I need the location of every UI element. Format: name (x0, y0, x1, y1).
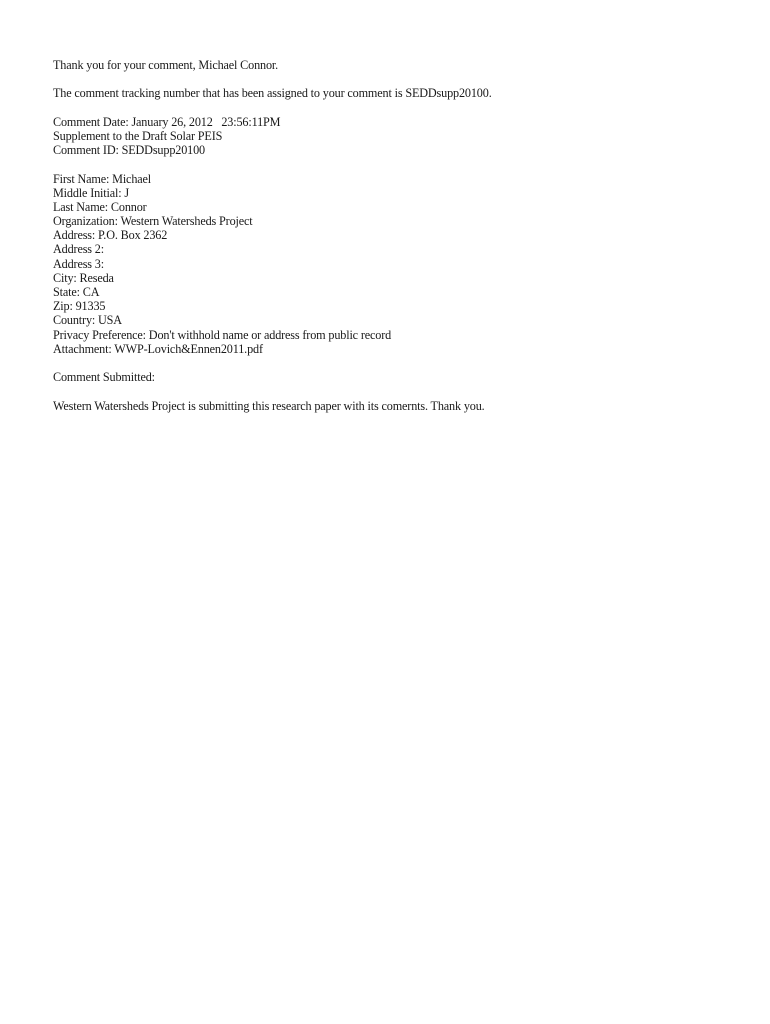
field-privacy-preference: Privacy Preference: Don't withhold name or address from public record (53, 327, 392, 342)
field-address: Address: P.O. Box 2362 (53, 228, 168, 243)
spacer (53, 157, 733, 171)
spacer (53, 356, 733, 370)
field-organization: Organization: Western Watersheds Project (53, 214, 253, 229)
comment-document-title: Supplement to the Draft Solar PEIS (53, 128, 223, 143)
field-middle-initial: Middle Initial: J (53, 185, 129, 200)
field-address-3: Address 3: (53, 256, 104, 271)
field-attachment: Attachment: WWP-Lovich&Ennen2011.pdf (53, 341, 263, 356)
field-last-name: Last Name: Connor (53, 199, 147, 214)
comment-date: Comment Date: January 26, 2012 23:56:11PM (53, 114, 281, 129)
comment-meta-block (53, 115, 733, 158)
spacer (53, 101, 733, 115)
field-city: City: Reseda (53, 270, 114, 285)
field-address-2: Address 2: (53, 242, 104, 257)
comment-submitted-body: Western Watersheds Project is submitting this research paper with its comernts. Thank you. (53, 398, 485, 413)
field-country: Country: USA (53, 313, 122, 328)
spacer (53, 72, 733, 86)
field-state: State: CA (53, 285, 100, 299)
field-first-name: First Name: Michael (53, 171, 152, 186)
comment-id: Comment ID: SEDDsupp20100 (53, 143, 205, 158)
comment-submitted-heading: Comment Submitted: (53, 370, 155, 385)
spacer (53, 384, 733, 398)
thank-you-line: Thank you for your comment, Michael Connor. (53, 58, 279, 72)
contact-fields-block (53, 172, 733, 356)
tracking-number-line: The comment tracking number that has been assigned to your comment is SEDDsupp20100. (53, 86, 492, 101)
comment-confirmation (53, 58, 733, 413)
field-zip: Zip: 91335 (53, 299, 106, 314)
